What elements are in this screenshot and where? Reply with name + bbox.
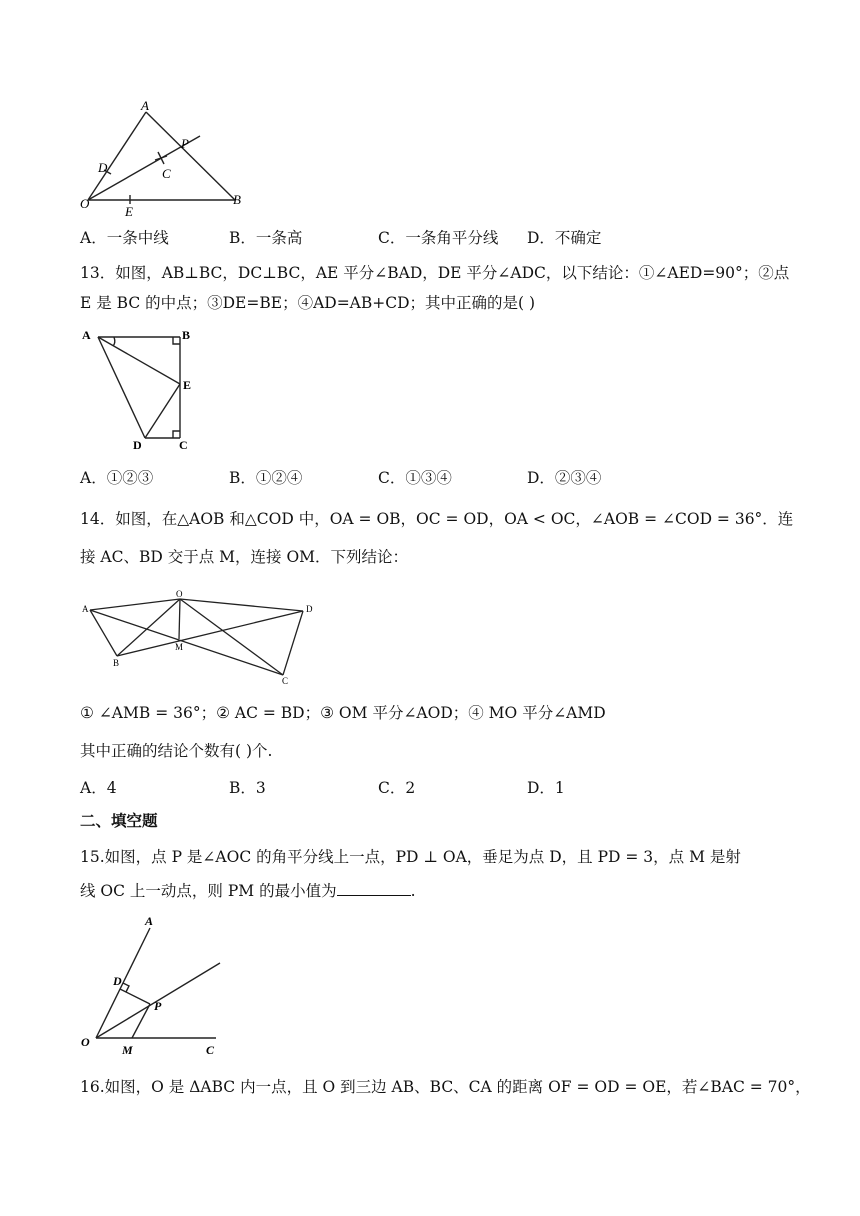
fig15-label-d: D	[113, 974, 122, 988]
fig12-label-p: P	[181, 136, 189, 151]
fig12-label-d: D	[98, 160, 108, 175]
q14-figure	[80, 588, 330, 688]
fig12-label-o: O	[80, 196, 90, 211]
q13-option-c[interactable]: C．①③④	[378, 469, 452, 487]
fig13-label-a: A	[82, 328, 91, 342]
fig15-label-p: P	[154, 999, 162, 1013]
fig14-label-c: C	[282, 676, 289, 686]
q13-option-b[interactable]: B．①②④	[229, 469, 303, 487]
q14-stem-line1: 14．如图，在△AOB 和△COD 中，OA = OB，OC = OD，OA < OC，∠AOB = ∠COD = 36°．连	[80, 510, 794, 528]
q14-conclusions: ① ∠AMB = 36°；② AC = BD；③ OM 平分∠AOD；④ MO 平分∠AMD	[80, 704, 606, 722]
fig12-label-e: E	[125, 204, 133, 219]
q13-figure	[78, 325, 198, 455]
fig12-label-a: A	[141, 98, 149, 113]
fig15-label-c: C	[206, 1043, 215, 1057]
q16-stem-line1: 16.如图，O 是 ΔABC 内一点，且 O 到三边 AB、BC、CA 的距离 OF = OD = OE，若∠BAC = 70°，	[80, 1078, 811, 1096]
fig15-label-a: A	[145, 914, 154, 928]
q15-figure	[78, 912, 238, 1062]
q13-option-a[interactable]: A．①②③	[80, 469, 154, 487]
q12-option-d[interactable]: D．不确定	[527, 229, 602, 247]
fig13-label-d: D	[133, 438, 142, 452]
q12-option-a[interactable]: A．一条中线	[80, 229, 169, 247]
q14-option-b[interactable]: B．3	[229, 779, 266, 797]
q14-option-d[interactable]: D．1	[527, 779, 565, 797]
q14-question: 其中正确的结论个数有( )个.	[80, 742, 273, 760]
fig13-label-c: C	[179, 438, 188, 452]
q15-stem-line2	[80, 880, 416, 902]
fig15-label-m: M	[122, 1043, 133, 1057]
fig12-label-b: B	[233, 192, 241, 207]
fig14-label-o: O	[176, 589, 183, 599]
q14-stem-line2: 接 AC、BD 交于点 M，连接 OM．下列结论：	[80, 548, 409, 566]
fig14-label-a: A	[82, 604, 89, 614]
section-heading-fill-blank: 二、填空题	[80, 812, 158, 830]
q12-option-b[interactable]: B．一条高	[229, 229, 303, 247]
q15-stem-line1: 15.如图，点 P 是∠AOC 的角平分线上一点，PD ⊥ OA，垂足为点 D，且 PD = 3，点 M 是射	[80, 848, 741, 866]
q14-option-a[interactable]: A．4	[80, 779, 117, 797]
fig14-label-m: M	[175, 642, 184, 652]
fig13-label-b: B	[182, 328, 191, 342]
q13-option-d[interactable]: D．②③④	[527, 469, 602, 487]
q13-stem-line2: E 是 BC 的中点；③DE=BE；④AD=AB+CD；其中正确的是( )	[80, 294, 536, 312]
q15-answer-blank[interactable]	[337, 881, 411, 896]
q12-figure	[78, 100, 258, 220]
fig15-label-o: O	[81, 1035, 90, 1049]
q14-option-c[interactable]: C．2	[378, 779, 416, 797]
q12-option-c[interactable]: C．一条角平分线	[378, 229, 499, 247]
fig13-label-e: E	[183, 378, 192, 392]
fig12-label-c: C	[162, 166, 171, 181]
fig14-label-b: B	[113, 658, 120, 668]
fig14-label-d: D	[306, 604, 313, 614]
q15-stem-end: .	[410, 882, 416, 900]
q13-stem-line1: 13．如图，AB⊥BC，DC⊥BC，AE 平分∠BAD，DE 平分∠ADC，以下结论：①∠AED=90°；②点	[80, 264, 790, 282]
q15-stem-text: 线 OC 上一动点，则 PM 的最小值为	[80, 882, 337, 900]
